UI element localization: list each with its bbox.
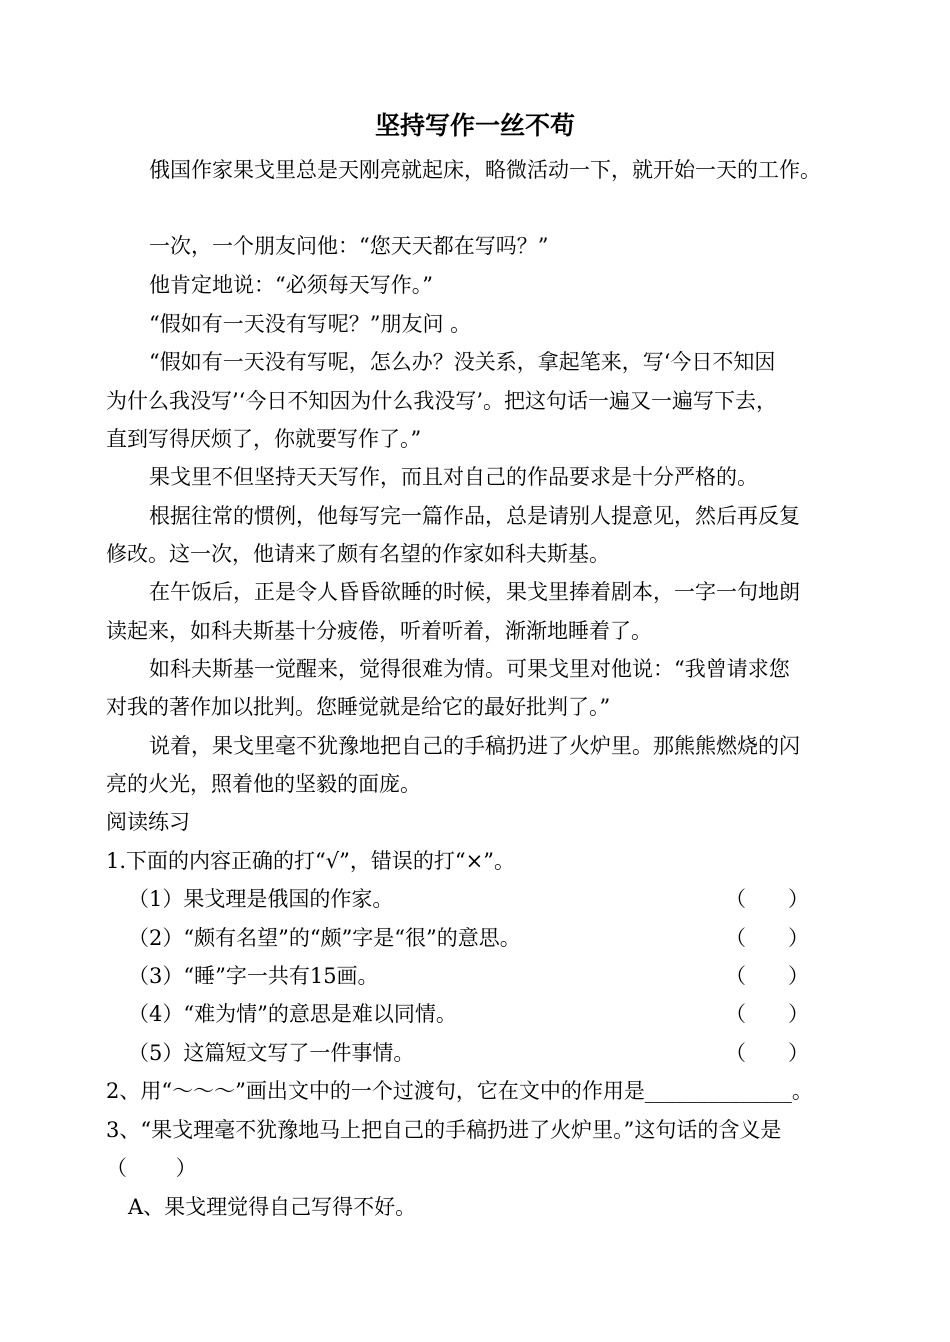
question-1-item: （2）“颇有名望”的“颇”字是“很”的意思。 (128, 926, 521, 950)
question-1-item: （3）“睡”字一共有15画。 (128, 964, 379, 988)
answer-blank[interactable]: （ ） (725, 887, 809, 911)
story-line: 说着，果戈里毫不犹豫地把自己的手稿扔进了火炉里。那熊熊燃烧的闪 (149, 734, 800, 758)
question-3-option-a: A、果戈理觉得自己写得不好。 (128, 1195, 417, 1219)
answer-blank[interactable]: （ ） (725, 964, 809, 988)
question-2: 2、用“～～～”画出文中的一个过渡句，它在文中的作用是______________。 (106, 1079, 813, 1103)
question-1-item: （5）这篇短文写了一件事情。 (128, 1041, 415, 1065)
story-line: “假如有一天没有写呢？”朋友问 。 (149, 312, 472, 336)
answer-blank[interactable]: （ ） (725, 926, 809, 950)
story-line: 根据往常的惯例，他每写完一篇作品，总是请别人提意见，然后再反复 (149, 504, 800, 528)
question-1: 1.下面的内容正确的打“√”，错误的打“×”。 (106, 849, 515, 873)
story-line: “假如有一天没有写呢，怎么办？没关系，拿起笔来，写‘今日不知因 (149, 350, 776, 374)
story-line: 一次，一个朋友问他：“您天天都在写吗？” (149, 234, 549, 258)
story-line: 在午饭后，正是令人昏昏欲睡的时候，果戈里捧着剧本，一字一句地朗 (149, 580, 800, 604)
story-line: 读起来，如科夫斯基十分疲倦，听着听着，渐渐地睡着了。 (106, 619, 652, 643)
question-3: 3、“果戈理毫不犹豫地马上把自己的手稿扔进了火炉里。”这句话的含义是 (106, 1118, 782, 1142)
story-line: 俄国作家果戈里总是天刚亮就起床，略微活动一下，就开始一天的工作。 (149, 158, 821, 182)
exercise-heading: 阅读练习 (106, 810, 190, 834)
story-line: 对我的著作加以批判。您睡觉就是给它的最好批判了。” (106, 695, 611, 719)
answer-blank[interactable]: （ ） (725, 1002, 809, 1026)
story-line: 果戈里不但坚持天天写作，而且对自己的作品要求是十分严格的。 (149, 465, 758, 489)
story-line: 为什么我没写’‘今日不知因为什么我没写’。把这句话一遍又一遍写下去， (106, 389, 778, 413)
story-line: 直到写得厌烦了，你就要写作了。” (106, 427, 422, 451)
question-1-item: （4）“难为情”的意思是难以同情。 (128, 1002, 457, 1026)
story-line: 修改。这一次，他请来了颇有名望的作家如科夫斯基。 (106, 542, 610, 566)
story-line: 亮的火光，照着他的坚毅的面庞。 (106, 772, 421, 796)
story-line: 他肯定地说：“必须每天写作。” (149, 273, 433, 297)
page-title: 坚持写作一丝不苟 (374, 111, 575, 140)
answer-blank[interactable]: （ ） (725, 1041, 809, 1065)
question-1-item: （1）果戈理是俄国的作家。 (128, 887, 394, 911)
question-3-answer-blank[interactable]: （ ） (106, 1156, 197, 1180)
story-line: 如科夫斯基一觉醒来，觉得很难为情。可果戈里对他说：“我曾请求您 (149, 657, 790, 681)
